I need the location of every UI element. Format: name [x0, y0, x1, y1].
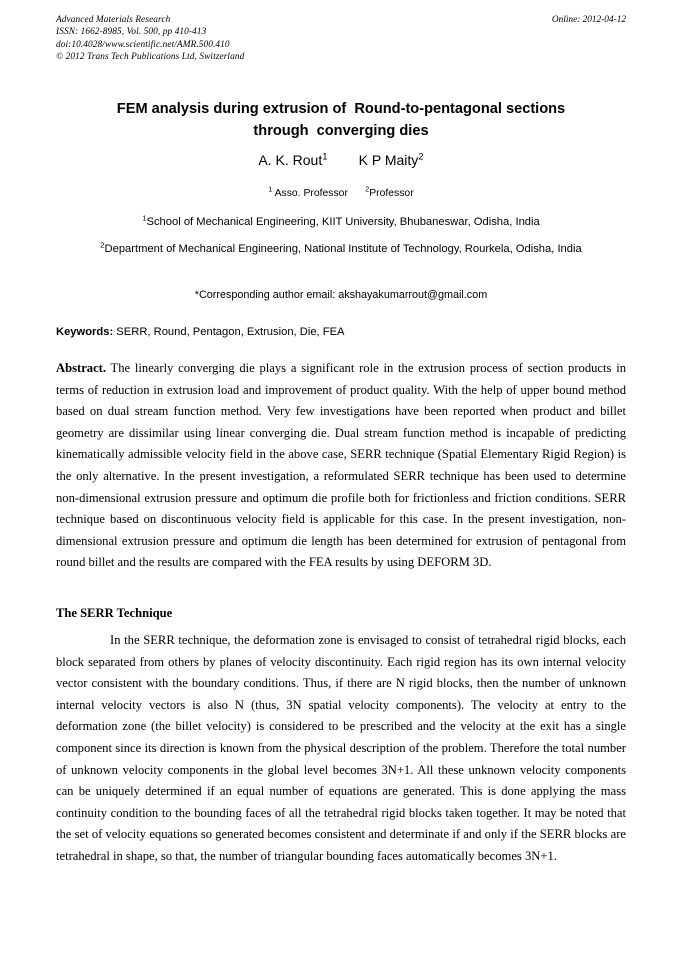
role-separator	[348, 188, 365, 199]
title-line-1: FEM analysis during extrusion of Round-to-pentagonal sections	[116, 101, 566, 117]
keywords-line	[56, 324, 626, 340]
section-heading-serr-technique: The SERR Technique	[56, 606, 173, 620]
page-title	[56, 98, 626, 142]
abstract-label: Abstract.	[56, 361, 107, 375]
masthead-issn: ISSN: 1662-8985, Vol. 500, pp 410-413	[56, 27, 207, 38]
author-affiliation-marker-2: 2	[418, 151, 424, 163]
affiliation-text-2: Department of Mechanical Engineering, National Institute of Technology, Rourkela, Odisha, India	[104, 243, 582, 255]
author-affiliation-marker-1: 1	[322, 151, 328, 163]
masthead-journal: Advanced Materials Research	[56, 15, 171, 25]
affiliation-marker-1: 1	[142, 213, 147, 223]
title-line-2: through converging dies	[253, 123, 429, 139]
role-label-2: Professor	[369, 188, 414, 199]
masthead-online-date: Online: 2012-04-12	[551, 15, 626, 25]
author-separator	[328, 152, 359, 168]
role-marker-1: 1	[268, 186, 273, 194]
masthead-doi: doi:10.4028/www.scientific.net/AMR.500.410	[56, 39, 230, 50]
keywords-values: SERR, Round, Pentagon, Extrusion, Die, FEA	[113, 326, 345, 338]
corresponding-author-email: *Corresponding author email: akshayakumarrout@gmail.com	[194, 289, 488, 301]
section-paragraph-serr-technique: In the SERR technique, the deformation zone is envisaged to consist of tetrahedral rigid blocks, each block separated from others by planes of velocity discontinuity. Each rigid region has its own internal velocity vector consistent with the boundary conditions. Thus, if there are N rigid blocks, then the number of unknown internal velocity vectors is also N (thus, 3N spatial velocity components). The velocity at entry to the deformation zone (the billet velocity) is considered to be prescribed and the velocity at the exit has a single component since its direction is known from the physical description of the problem. Therefore the total number of unknown velocity components in the global level becomes 3N+1. All these unknown velocity components can be uniquely determined if an equal number of equations are generated. This is done applying the mass continuity condition to the bounding faces of all the tetrahedral rigid blocks taken together. It may be noted that the set of velocity equations so generated becomes consistent and determinate if and only if the SERR blocks are tetrahedral in shape, so that, the number of triangular bounding faces automatically becomes 3N+1.	[56, 633, 626, 863]
affiliation-2	[56, 241, 626, 258]
affiliation-1	[56, 214, 626, 231]
author-roles	[56, 186, 626, 201]
author-name-2: K P Maity	[358, 152, 419, 168]
masthead-copyright: © 2012 Trans Tech Publications Ltd, Switzerland	[56, 51, 245, 62]
role-marker-2: 2	[365, 186, 370, 194]
role-label-1: Asso. Professor	[272, 188, 348, 199]
abstract-block	[56, 358, 626, 574]
author-list	[56, 150, 626, 170]
affiliation-text-1: School of Mechanical Engineering, KIIT University, Bhubaneswar, Odisha, India	[146, 216, 540, 228]
keywords-label: Keywords:	[56, 326, 114, 338]
author-name-1: A. K. Rout	[258, 152, 323, 168]
affiliation-marker-2: 2	[100, 240, 105, 250]
masthead	[56, 14, 626, 63]
abstract-body: The linearly converging die plays a significant role in the extrusion process of section products in terms of reduction in extrusion load and improvement of product quality. With the help of upper bound method based on dual stream function method. Very few investigations have been reported when product and billet geometry are dissimilar using linear converging die. Dual stream function method is incapable of predicting kinematically admissible velocity field in the above case, SERR technique (Spatial Elementary Rigid Region) is the only alternative. In the present investigation, a reformulated SERR technique has been used to determine non-dimensional extrusion pressure and optimum die profile both for frictionless and friction conditions. SERR technique based on discontinuous velocity field is applicable for this case. In the present investigation, non-dimensional extrusion pressure and optimum die length has been determined for extrusion of pentagonal from round billet and the results are compared with the FEA results by using DEFORM 3D.	[56, 361, 626, 570]
